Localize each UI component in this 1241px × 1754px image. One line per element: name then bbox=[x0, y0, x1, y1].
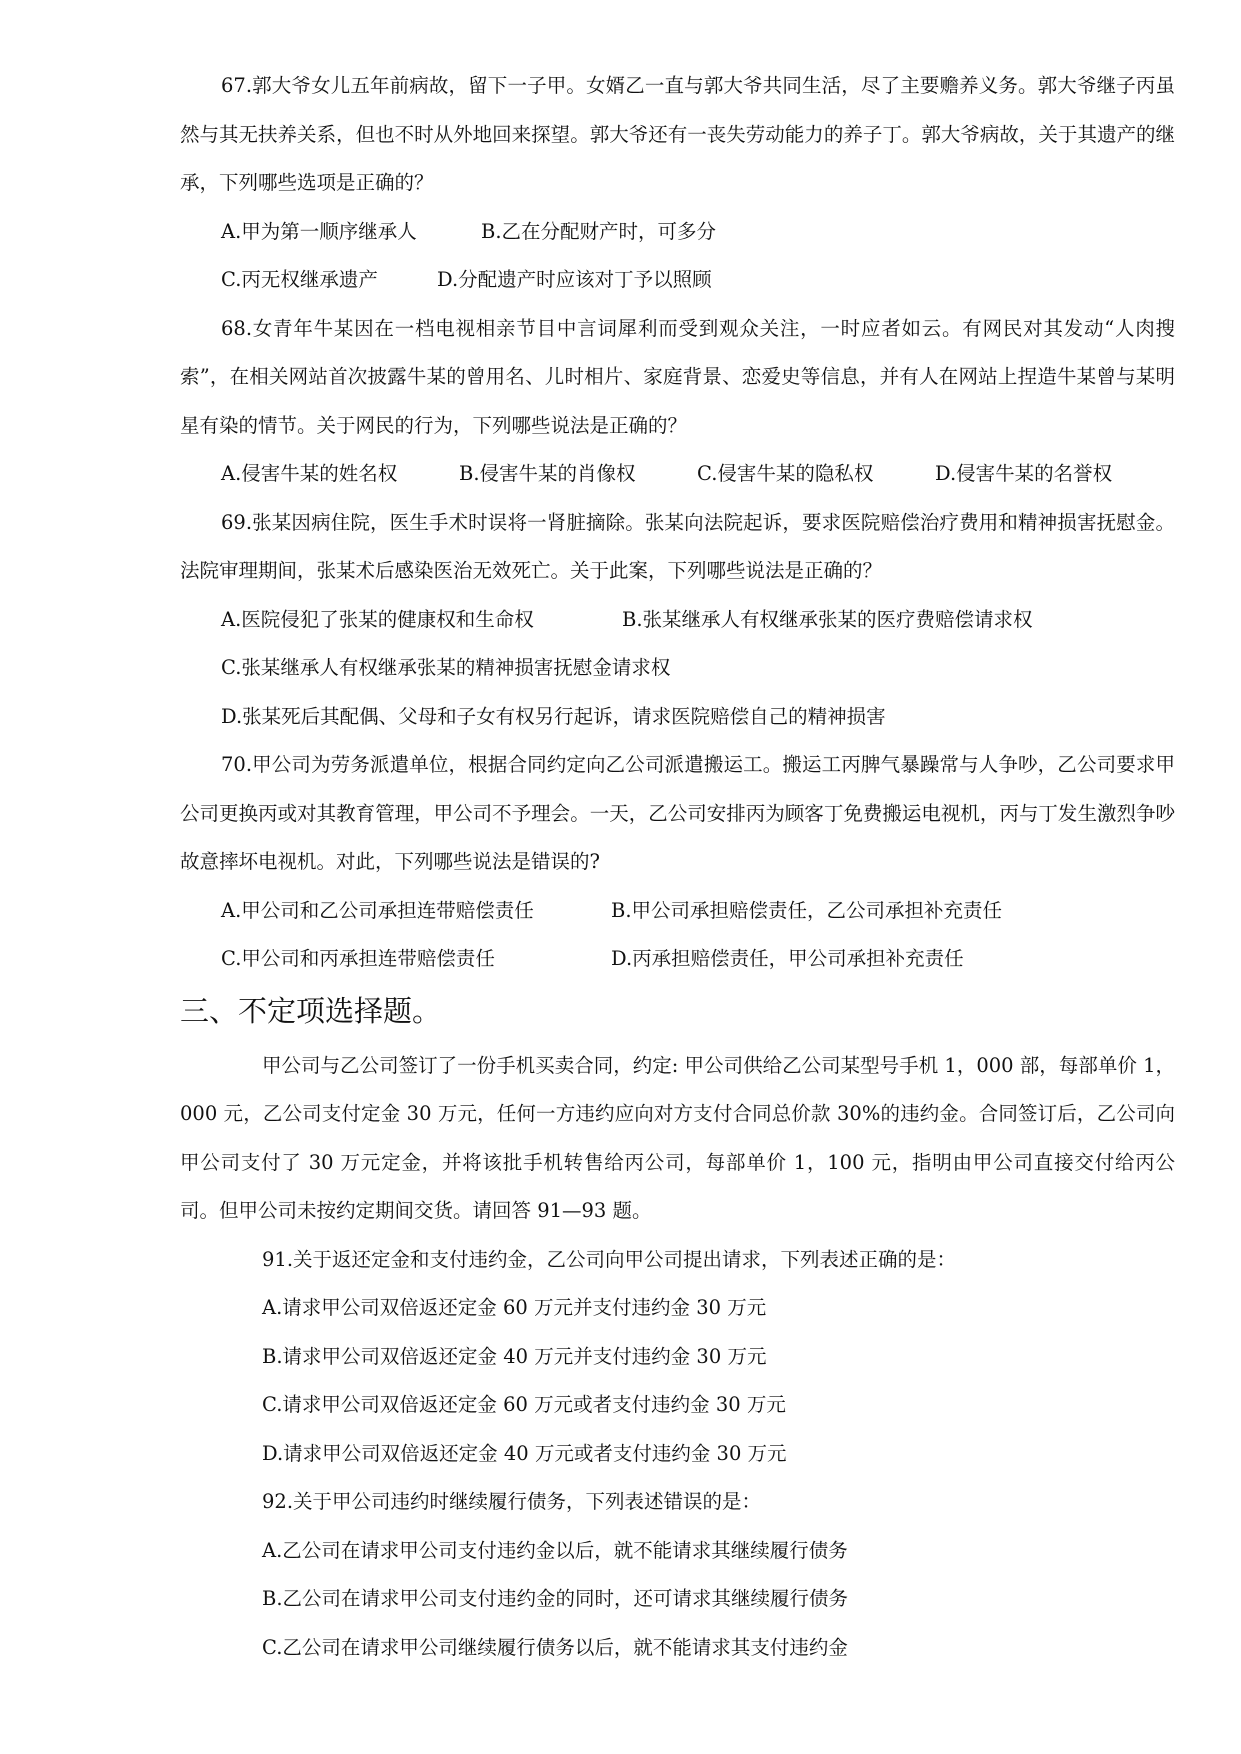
option-a: A.乙公司在请求甲公司支付违约金以后，就不能请求其继续履行债务 bbox=[262, 1538, 848, 1562]
question-70 bbox=[180, 741, 1175, 984]
option-c: C.张某继承人有权继承张某的精神损害抚慰金请求权 bbox=[221, 656, 671, 679]
options-row bbox=[180, 450, 1175, 499]
option-b: B.张某继承人有权继承张某的医疗费赔偿请求权 bbox=[622, 607, 1033, 631]
option-c: C.丙无权继承遗产 bbox=[221, 268, 378, 291]
section-title: 三、不定项选择题。 bbox=[180, 993, 442, 1028]
option-a: A.请求甲公司双倍返还定金 60 万元并支付违约金 30 万元 bbox=[262, 1296, 767, 1319]
option-d: D.分配遗产时应该对丁予以照顾 bbox=[437, 268, 712, 291]
option-c: C.请求甲公司双倍返还定金 60 万元或者支付违约金 30 万元 bbox=[262, 1393, 786, 1416]
question-92 bbox=[180, 1478, 1175, 1672]
option-b: B.乙在分配财产时，可多分 bbox=[481, 219, 717, 243]
options-row bbox=[180, 935, 1175, 984]
option-a: A.甲公司和乙公司承担连带赔偿责任 bbox=[221, 898, 534, 922]
options-row bbox=[180, 256, 1175, 305]
option-c: C.乙公司在请求甲公司继续履行债务以后，就不能请求其支付违约金 bbox=[262, 1635, 848, 1659]
option-b: B.甲公司承担赔偿责任，乙公司承担补充责任 bbox=[611, 898, 1003, 922]
option-c: C.侵害牛某的隐私权 bbox=[697, 462, 874, 485]
question-stem: 70.甲公司为劳务派遣单位，根据合同约定向乙公司派遣搬运工。搬运工丙脾气暴躁常与人争吵，乙公司要求甲公司更换丙或对其教育管理，甲公司不予理会。一天，乙公司安排丙为顾客丁免费搬运电视机，丙与丁发生激烈争吵故意摔坏电视机。对此，下列哪些说法是错误的? bbox=[180, 753, 1175, 873]
document-content bbox=[180, 62, 1175, 1672]
question-stem: 91.关于返还定金和支付违约金，乙公司向甲公司提出请求，下列表述正确的是： bbox=[262, 1247, 957, 1271]
option-b: B.请求甲公司双倍返还定金 40 万元并支付违约金 30 万元 bbox=[262, 1344, 767, 1368]
option-a: A.侵害牛某的姓名权 bbox=[221, 462, 398, 485]
question-stem: 69.张某因病住院，医生手术时误将一肾脏摘除。张某向法院起诉，要求医院赔偿治疗费用和精神损害抚慰金。法院审理期间，张某术后感染医治无效死亡。关于此案，下列哪些说法是正确的？ bbox=[180, 510, 1175, 582]
question-69 bbox=[180, 499, 1175, 742]
question-91 bbox=[180, 1236, 1175, 1479]
option-c: C.甲公司和丙承担连带赔偿责任 bbox=[221, 947, 495, 970]
option-a: A.医院侵犯了张某的健康权和生命权 bbox=[221, 607, 534, 631]
option-d: D.请求甲公司双倍返还定金 40 万元或者支付违约金 30 万元 bbox=[262, 1441, 787, 1465]
question-67 bbox=[180, 62, 1175, 305]
options-row bbox=[180, 208, 1175, 257]
option-d: D.张某死后其配偶、父母和子女有权另行起诉，请求医院赔偿自己的精神损害 bbox=[221, 704, 886, 728]
section-intro: 甲公司与乙公司签订了一份手机买卖合同，约定: 甲公司供给乙公司某型号手机 1，000 部，每部单价 1，000 元，乙公司支付定金 30 万元，任何一方违约应向对方支付合同总价款 30%的违约金。合同签订后，乙公司向甲公司支付了 30 万元定金，并将该批手机转售给丙公司，每部单价 1，100 元，指明由甲公司直接交付给丙公司。但甲公司未按约定期间交货。请回答 91—93 题。 bbox=[180, 1053, 1175, 1222]
options-row bbox=[180, 887, 1175, 936]
option-b: B.侵害牛某的肖像权 bbox=[459, 462, 636, 485]
option-d: D.侵害牛某的名誉权 bbox=[935, 462, 1113, 485]
option-d: D.丙承担赔偿责任，甲公司承担补充责任 bbox=[611, 947, 964, 970]
options-row bbox=[180, 596, 1175, 645]
option-b: B.乙公司在请求甲公司支付违约金的同时，还可请求其继续履行债务 bbox=[262, 1587, 849, 1610]
question-stem: 68.女青年牛某因在一档电视相亲节目中言词犀利而受到观众关注，一时应者如云。有网民对其发动“人肉搜索”，在相关网站首次披露牛某的曾用名、儿时相片、家庭背景、恋爱史等信息，并有人在网站上捏造牛某曾与某明星有染的情节。关于网民的行为，下列哪些说法是正确的？ bbox=[180, 316, 1175, 437]
option-a: A.甲为第一顺序继承人 bbox=[221, 219, 417, 243]
question-stem: 92.关于甲公司违约时继续履行债务，下列表述错误的是： bbox=[262, 1490, 762, 1513]
question-68 bbox=[180, 305, 1175, 499]
question-stem: 67.郭大爷女儿五年前病故，留下一子甲。女婿乙一直与郭大爷共同生活，尽了主要赡养义务。郭大爷继子丙虽然与其无扶养关系，但也不时从外地回来探望。郭大爷还有一丧失劳动能力的养子丁。郭大爷病故，关于其遗产的继承，下列哪些选项是正确的？ bbox=[180, 74, 1175, 194]
